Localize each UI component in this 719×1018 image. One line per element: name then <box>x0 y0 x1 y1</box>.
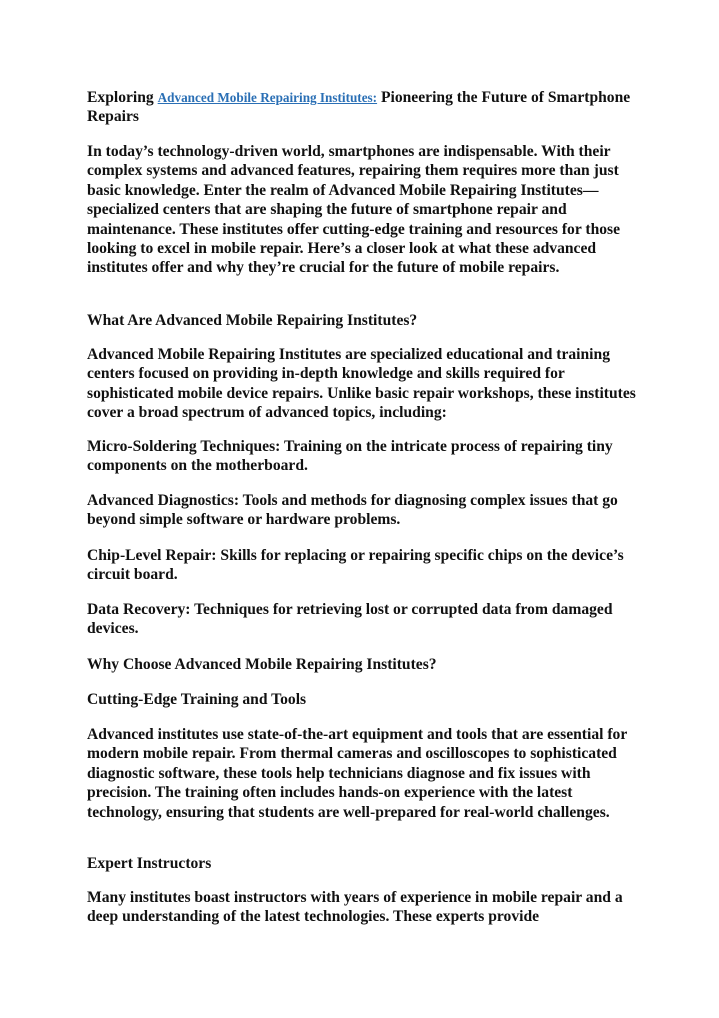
heading-why-choose: Why Choose Advanced Mobile Repairing Institutes? <box>87 656 437 673</box>
topic-chip-level-repair: Chip-Level Repair: Skills for replacing or repairing specific chips on the device’s circuit board. <box>87 547 624 584</box>
training-tools-paragraph: Advanced institutes use state-of-the-art equipment and tools that are essential for modern mobile repair. From thermal cameras and oscilloscopes to sophisticated diagnostic software, these tools help technicians diagnose and fix issues with precision. The training often includes hands-on experience with the latest technology, ensuring that students are well-prepared for real-world challenges. <box>87 726 627 821</box>
definition-paragraph: Advanced Mobile Repairing Institutes are specialized educational and training centers focused on providing in-depth knowledge and skills required for sophisticated mobile device repairs. Unlike basic repair workshops, these institutes cover a broad spectrum of advanced topics, including: <box>87 346 636 422</box>
title-prefix: Exploring <box>87 89 154 106</box>
heading-training-tools: Cutting-Edge Training and Tools <box>87 691 307 708</box>
instructors-paragraph: Many institutes boast instructors with years of experience in mobile repair and a deep understanding of the latest technologies. These experts provide <box>87 889 623 926</box>
title-suffix: Pioneering the Future of Smartphone Repairs <box>87 89 631 126</box>
topic-advanced-diagnostics: Advanced Diagnostics: Tools and methods for diagnosing complex issues that go beyond simple software or hardware problems. <box>87 492 618 529</box>
institutes-link[interactable]: Advanced Mobile Repairing Institutes: <box>157 90 378 105</box>
heading-what-are: What Are Advanced Mobile Repairing Institutes? <box>87 312 418 329</box>
document-title <box>87 88 639 127</box>
heading-expert-instructors: Expert Instructors <box>87 855 212 872</box>
topic-micro-soldering: Micro-Soldering Techniques: Training on the intricate process of repairing tiny components on the motherboard. <box>87 438 613 475</box>
intro-paragraph: In today’s technology-driven world, smartphones are indispensable. With their complex systems and advanced features, repairing them requires more than just basic knowledge. Enter the realm of Advanced Mobile Repairing Institutes—specialized centers that are shaping the future of smartphone repair and maintenance. These institutes offer cutting-edge training and resources for those looking to excel in mobile repair. Here’s a closer look at what these advanced institutes offer and why they’re crucial for the future of mobile repairs. <box>87 143 621 277</box>
topic-data-recovery: Data Recovery: Techniques for retrieving lost or corrupted data from damaged devices. <box>87 601 613 638</box>
